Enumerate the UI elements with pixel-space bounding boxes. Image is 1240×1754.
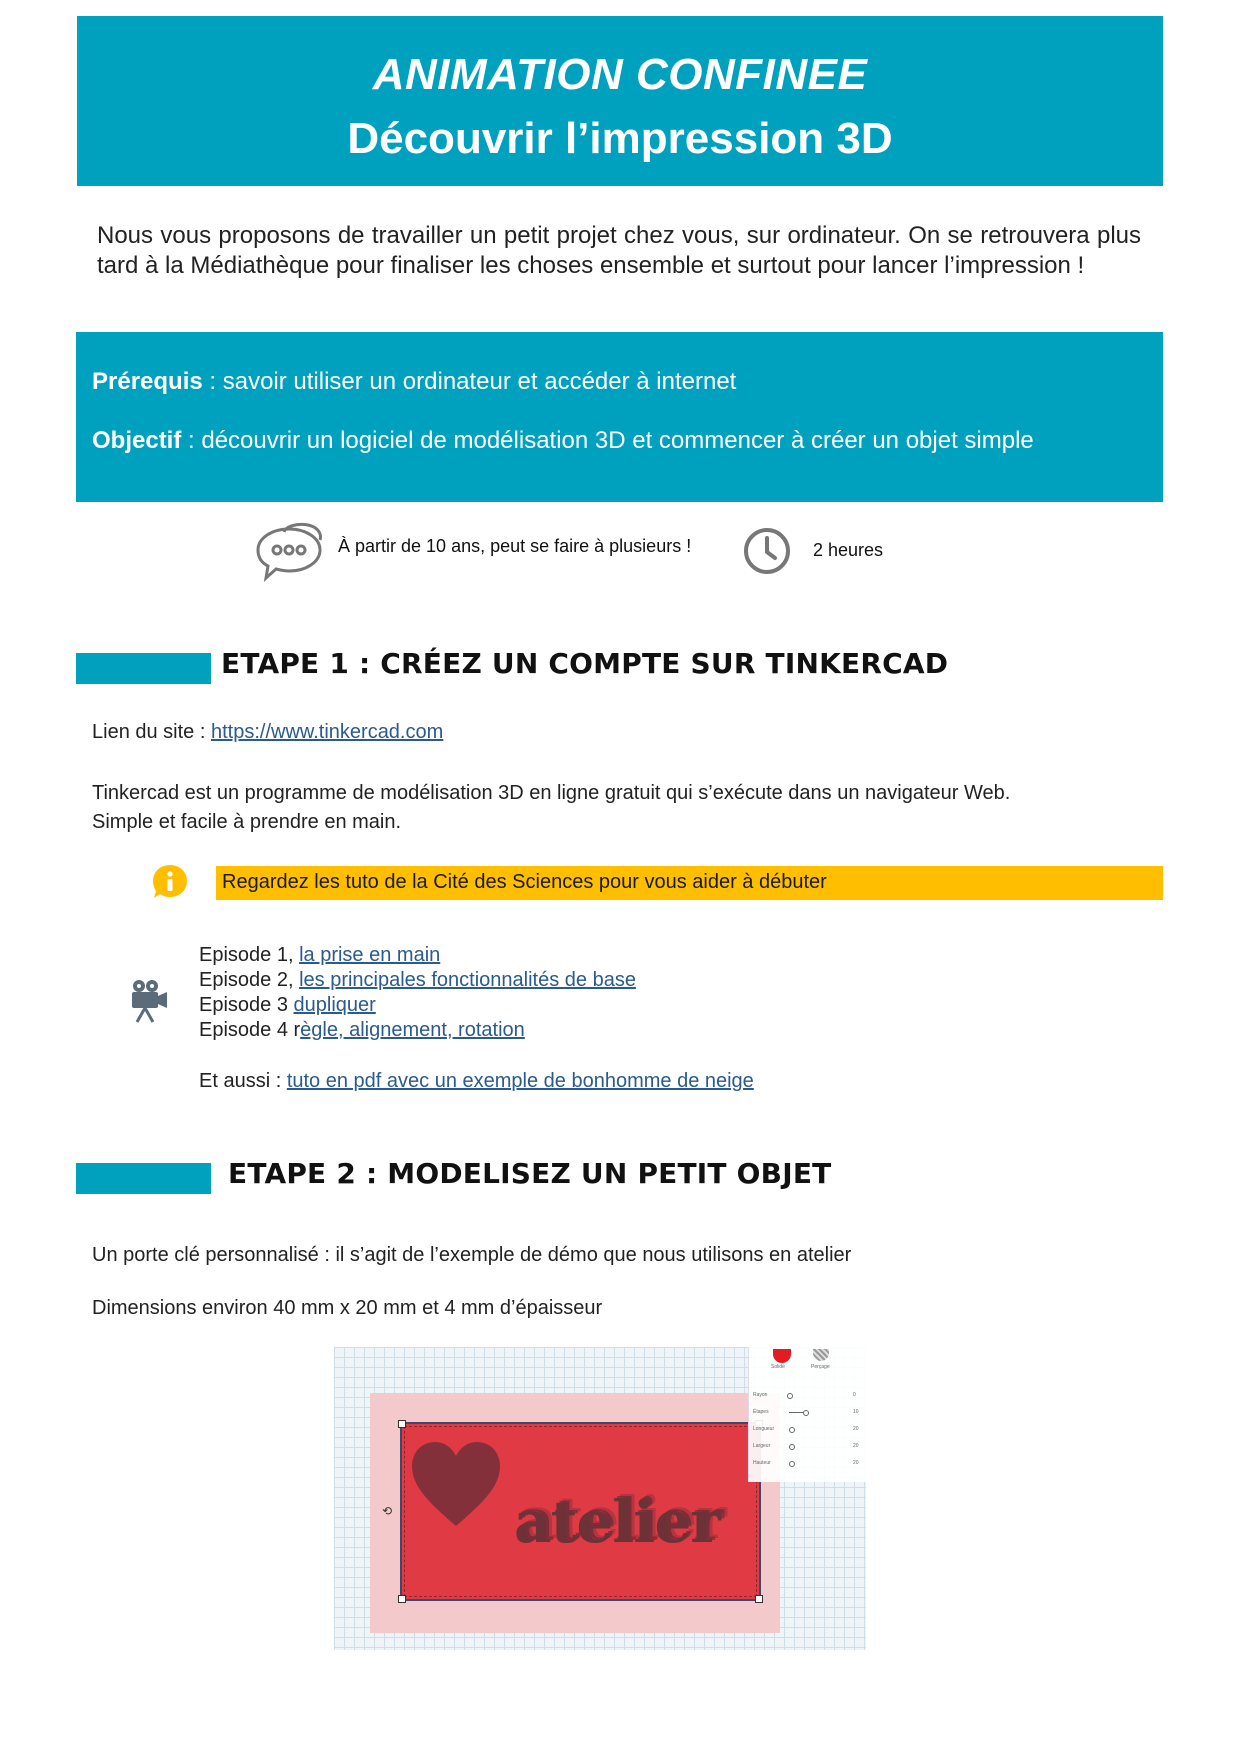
param-value: 20 [853,1426,859,1432]
param-row [753,1409,863,1415]
audience-text: À partir de 10 ans, peut se faire à plusieurs ! [338,536,692,556]
resize-handle[interactable] [755,1595,763,1603]
slider-knob[interactable] [789,1427,795,1433]
title-banner [77,16,1163,186]
param-row [753,1443,863,1449]
description-line-2: Simple et facile à prendre en main. [92,811,402,833]
tutorial-note [216,866,1163,900]
solid-label: Solide [771,1364,785,1370]
atelier-text-shape[interactable]: atelier [514,1488,720,1556]
step1-bar [76,653,211,684]
clock-icon [742,526,792,576]
keychain-description: Un porte clé personnalisé : il s’agit de l’exemple de démo que nous utilisons en atelier [92,1244,852,1266]
title-line-2: Découvrir l’impression 3D [347,114,893,163]
param-value: 20 [853,1460,859,1466]
param-row [753,1460,863,1466]
episode-list [199,943,636,1043]
prerequisite-text: : savoir utiliser un ordinateur et accéder à internet [202,368,737,395]
also-line [199,1069,754,1094]
site-label: Lien du site : [92,721,211,743]
prerequisite-line [92,368,736,396]
hole-label: Perçage [811,1364,830,1370]
param-row [753,1426,863,1432]
episode-prefix: Episode 3 [199,994,294,1016]
episode-item [199,1018,636,1043]
param-label: Longueur [753,1426,775,1432]
param-value: 0 [853,1392,856,1398]
site-link-line [92,721,443,744]
param-value: 10 [853,1409,859,1415]
rotate-handle-left[interactable]: ⟲ [382,1504,393,1518]
episode-item [199,968,636,993]
episode-link[interactable]: les principales fonctionnalités de base [299,969,636,991]
step2-title: ETAPE 2 : MODELISEZ UN PETIT OBJET [228,1157,832,1190]
requirements-box [76,332,1163,502]
param-row [753,1392,863,1398]
info-icon [150,862,190,902]
resize-handle[interactable] [398,1595,406,1603]
snowman-pdf-link[interactable]: tuto en pdf avec un exemple de bonhomme de neige [286,1070,754,1092]
slider-knob[interactable] [787,1393,793,1399]
param-label: Étapes [753,1409,769,1415]
param-value: 20 [853,1443,859,1449]
episode-prefix: Episode 1, [199,944,300,966]
step2-bar [76,1163,211,1194]
duration-text: 2 heures [813,540,884,560]
title-line-1: ANIMATION CONFINEE [372,50,868,99]
solid-swatch[interactable] [773,1349,791,1363]
step1-title: ETAPE 1 : CRÉEZ UN COMPTE SUR TINKERCAD [221,647,949,680]
heart-shape[interactable] [408,1438,504,1530]
shape-properties-panel [748,1347,866,1482]
tinkercad-description [92,779,1010,837]
param-label: Largeur [753,1443,771,1449]
video-camera-icon [129,978,169,1024]
keychain-base-shape[interactable] [400,1422,761,1601]
hole-swatch[interactable] [813,1349,829,1361]
dimensions-text: Dimensions environ 40 mm x 20 mm et 4 mm d’épaisseur [92,1297,603,1319]
objective-label: Objectif [92,427,182,454]
chat-bubble-icon [254,520,324,584]
episode-link[interactable]: ègle, alignement, rotation [300,1019,525,1041]
resize-handle[interactable] [398,1420,406,1428]
slider-knob[interactable] [803,1410,809,1416]
param-label: Hauteur [753,1460,771,1466]
episode-prefix: Episode 2, [199,969,300,991]
tinkercad-screenshot [334,1347,866,1650]
slider-knob[interactable] [789,1444,795,1450]
also-label: Et aussi : [199,1070,287,1092]
tutorial-note-text: Regardez les tuto de la Cité des Sciences pour vous aider à débuter [222,871,827,893]
tinkercad-link[interactable]: https://www.tinkercad.com [210,721,444,743]
slider-knob[interactable] [789,1461,795,1467]
objective-line [92,427,1034,455]
intro-paragraph: Nous vous proposons de travailler un petit projet chez vous, sur ordinateur. On se retrouvera plus tard à la Médiathèque pour finaliser les choses ensemble et surtout pour lancer l’impression ! [97,222,1141,279]
objective-text: : découvrir un logiciel de modélisation 3D et commencer à créer un objet simple [181,427,1034,454]
prerequisite-label: Prérequis [92,368,203,395]
slider-track [789,1412,803,1413]
episode-link[interactable]: dupliquer [293,994,376,1016]
episode-item [199,943,636,968]
episode-item [199,993,636,1018]
param-label: Rayon [753,1392,768,1398]
episode-prefix: Episode 4 r [199,1019,301,1041]
description-line-1: Tinkercad est un programme de modélisation 3D en ligne gratuit qui s’exécute dans un navigateur Web. [92,782,1011,804]
episode-link[interactable]: la prise en main [299,944,441,966]
